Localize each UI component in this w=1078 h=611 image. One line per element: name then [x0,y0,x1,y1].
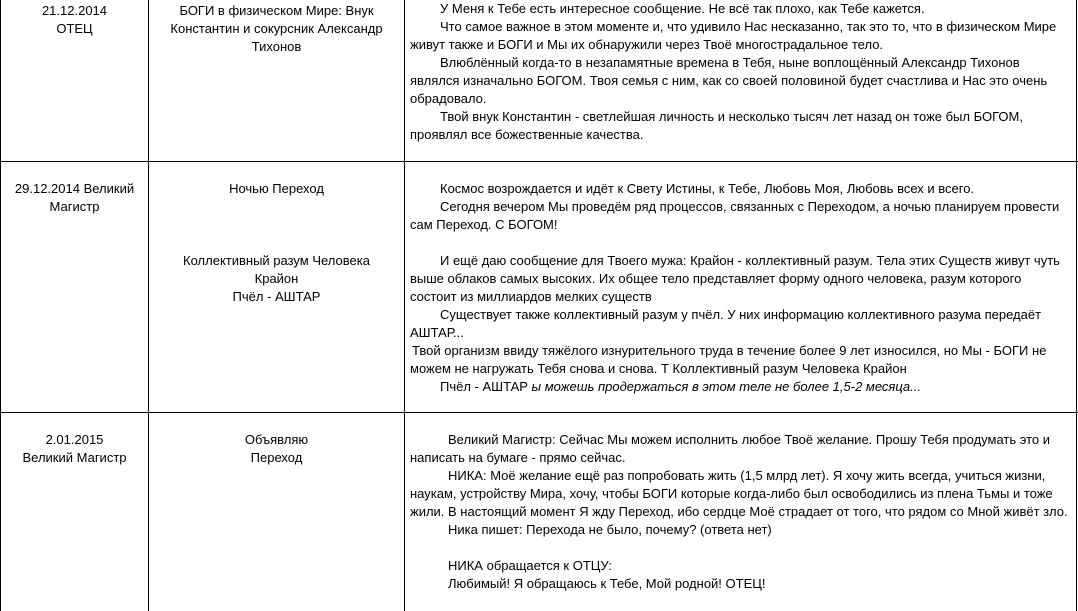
entry-title-line: БОГИ в физическом Мире: Внук [179,3,374,18]
entry-author: ОТЕЦ [56,21,93,36]
table-row [0,413,1078,611]
message-paragraph: Сегодня вечером Мы проведём ряд процессов, связанных с Переходом, а ночью планируем провести сам Переход. С БОГОМ! [410,199,1060,232]
entry-author: Магистр [49,199,100,214]
message-paragraph: И ещё даю сообщение для Твоего мужа: Крайон - коллективный разум. Тела этих Существ живут чуть выше облаков самых высоких. Их общее тело представляет форму одного человека, разум которого состоит из миллиардов мелких существ [410,253,1060,304]
message-paragraph: Существует также коллективный разум у пчёл. У них информацию коллективного разума передаёт АШТАР... [410,307,1042,340]
message-paragraph: Твой организм ввиду тяжёлого изнурительного труда в течение более 9 лет износился, но Мы - БОГИ не можем не нагружать Тебя снова и снова. Т Коллективный разум Человека Крайон [410,343,1047,376]
title-cell [150,180,403,306]
entry-title-line: Константин и сокурсник Александр [170,21,383,36]
entry-date: 29.12.2014 Великий [14,181,135,196]
entry-author: Великий Магистр [22,450,127,465]
entry-title-line: Крайон [254,271,299,286]
date-cell [1,431,148,467]
date-cell [1,180,148,216]
message-fragment-italic: ы можешь продержаться в этом теле не более 1,5-2 месяца... [527,379,922,394]
message-paragraph: У Меня к Тебе есть интересное сообщение. Не всё так плохо, как Тебе кажется. [440,1,925,16]
entry-date: 2.01.2015 [45,432,104,447]
entry-title-line: Переход [250,450,303,465]
message-paragraph: Космос возрождается и идёт к Свету Истины, к Тебе, Любовь Моя, Любовь всех и всего. [440,181,975,196]
message-cell [410,0,1070,144]
entry-title-top: Ночью Переход [229,181,324,196]
message-paragraph: Твой внук Константин - светлейшая личность и несколько тысяч лет назад он тоже был БОГОМ, проявлял все божественные качества. [410,109,1023,142]
message-cell [410,431,1070,593]
message-paragraph: НИКА: Моё желание ещё раз попробовать жить (1,5 млрд лет). Я хочу жить всегда, учиться жизни, наукам, устройству Мира, хочу, чтобы БОГИ которые когда-либо был освободились из плена Тьмы и тоже жили. В настоящий момент Я жду Переход, ибо сердце Моё страдает от того, что рядом со Мной живёт зло. [410,468,1068,519]
date-cell [1,2,148,38]
title-cell [150,431,403,467]
entry-title-line: Объявляю [244,432,309,447]
message-paragraph: Любимый! Я обращаюсь к Тебе, Мой родной! ОТЕЦ! [448,576,766,591]
table-row [0,0,1078,161]
message-paragraph: Влюблённый когда-то в незапамятные времена в Тебя, ныне воплощённый Александр Тихонов являлся изначально БОГОМ. Твоя семья с ним, как со своей половиной будет счастлива и Нас это очень обрадовало. [410,55,1048,106]
message-paragraph: Великий Магистр: Сейчас Мы можем исполнить любое Твоё желание. Прошу Тебя продумать это и написать на бумаге - прямо сейчас. [410,432,1050,465]
entry-title-line: Коллективный разум Человека [183,253,370,268]
title-cell [150,2,403,56]
message-cell [410,180,1070,396]
entry-title-line: Тихонов [251,39,302,54]
entry-date: 21.12.2014 [41,3,108,18]
entry-title-line: Пчёл - АШТАР [232,289,321,304]
message-fragment: Пчёл - АШТАР [440,379,528,394]
message-paragraph: Ника пишет: Перехода не было, почему? (ответа нет) [448,522,772,537]
table-row [0,162,1078,412]
message-paragraph: НИКА обращается к ОТЦУ: [448,558,612,573]
message-paragraph: Что самое важное в этом моменте и, что удивило Нас несказанно, так это то, что в физическом Мире живут также и БОГИ и Мы их обнаружили через Твоё многострадальное тело. [410,19,1057,52]
message-paragraph [410,378,1070,396]
